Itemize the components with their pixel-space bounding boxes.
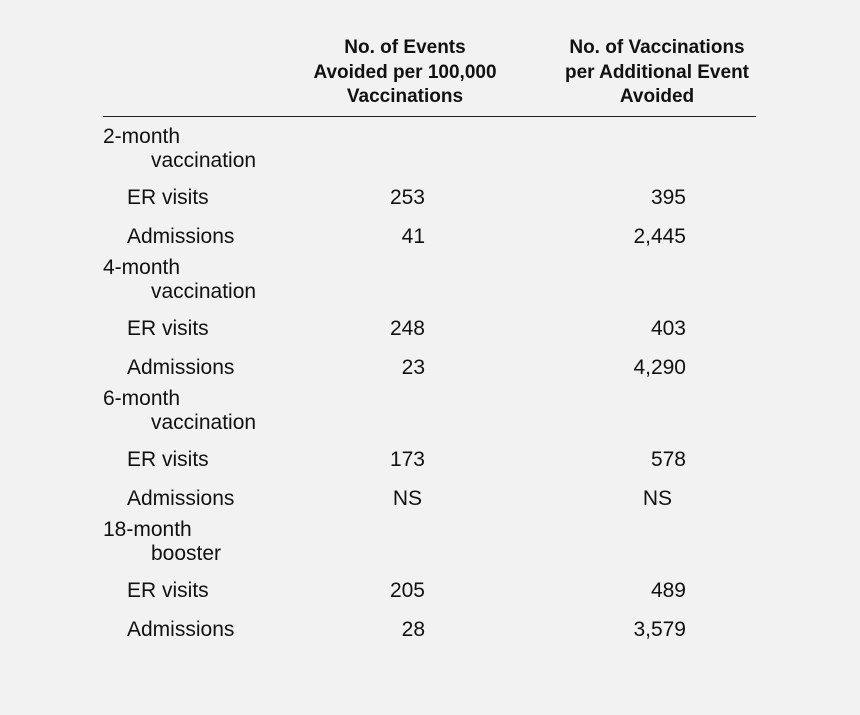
events-avoided-cell: 41 [401, 225, 425, 248]
events-avoided-cell: 173 [389, 448, 425, 471]
vaccinations-per-event-cell: 578 [650, 448, 686, 471]
group-label-line1: 2-month [103, 125, 181, 148]
vaccinations-per-event-cell: 2,445 [633, 225, 686, 248]
row-label: Admissions [127, 356, 235, 379]
vaccinations-per-event-cell: 4,290 [633, 356, 686, 379]
vaccinations-per-event-cell: 395 [650, 186, 686, 209]
events-avoided-cell: 253 [389, 186, 425, 209]
table-row [0, 479, 860, 518]
group-label-line1: 18-month [103, 518, 192, 541]
group-label-line1: 6-month [103, 387, 181, 410]
vaccinations-per-event-cell: 403 [650, 317, 686, 340]
vaccinations-per-event-cell: NS [642, 487, 672, 510]
row-label: ER visits [127, 186, 209, 209]
group-header [0, 518, 860, 571]
group-header [0, 387, 860, 440]
events-avoided-cell: 28 [401, 618, 425, 641]
vaccinations-per-event-cell: 489 [650, 579, 686, 602]
row-label: ER visits [127, 448, 209, 471]
events-avoided-cell: 205 [389, 579, 425, 602]
row-label: Admissions [127, 225, 235, 248]
row-label: Admissions [127, 487, 235, 510]
table-row [0, 610, 860, 649]
table-body [0, 125, 860, 649]
column-header-vaccinations-per-event: No. of Vaccinations per Additional Event Avoided [564, 37, 750, 107]
group-header [0, 256, 860, 309]
group-label-line2: vaccination [151, 149, 257, 172]
group-header [0, 125, 860, 178]
group-label-line1: 4-month [103, 256, 181, 279]
row-label: ER visits [127, 579, 209, 602]
row-label: Admissions [127, 618, 235, 641]
group-label-line2: vaccination [151, 411, 257, 434]
events-avoided-cell: 248 [389, 317, 425, 340]
column-header-events-avoided: No. of Events Avoided per 100,000 Vaccinations [313, 37, 497, 107]
events-avoided-cell: NS [392, 487, 422, 510]
row-label: ER visits [127, 317, 209, 340]
table-row [0, 309, 860, 348]
header-rule [103, 116, 756, 117]
group-label-line2: booster [151, 542, 222, 565]
table-row [0, 217, 860, 256]
table-row [0, 178, 860, 217]
group-label-line2: vaccination [151, 280, 257, 303]
table-row [0, 348, 860, 387]
vaccinations-per-event-cell: 3,579 [633, 618, 686, 641]
table-row [0, 571, 860, 610]
events-avoided-cell: 23 [401, 356, 425, 379]
table-row [0, 440, 860, 479]
